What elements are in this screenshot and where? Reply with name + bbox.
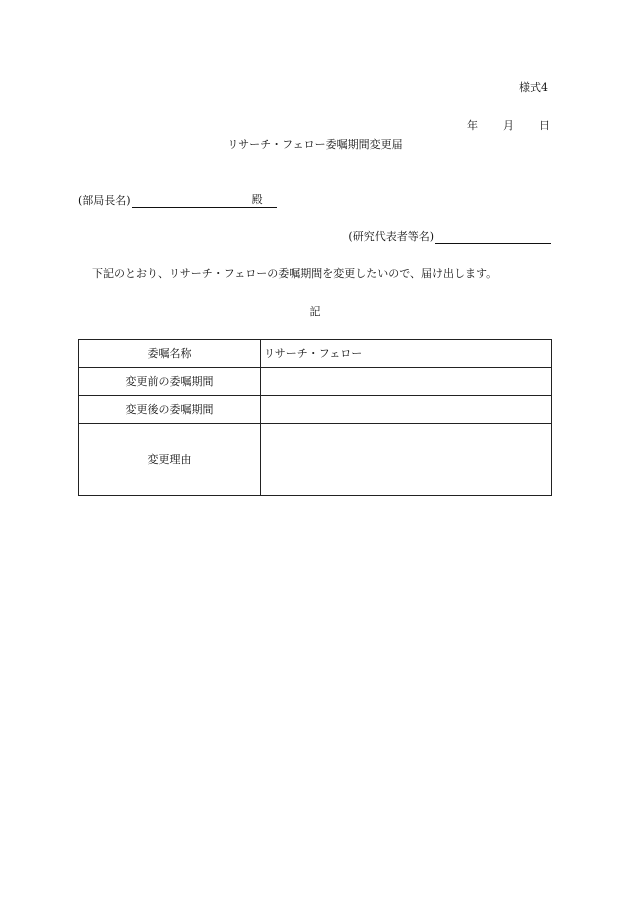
document-title: リサーチ・フェロー委嘱期間変更届 [227,138,403,151]
detail-table [78,339,552,496]
day-label: 日 [539,119,550,132]
row-label: 変更理由 [79,424,261,496]
addressee-line [78,193,277,208]
addressee-blank[interactable] [132,195,252,208]
row-value[interactable] [261,424,552,496]
body-text: 下記のとおり、リサーチ・フェローの委嘱期間を変更したいので、届け出します。 [92,267,498,280]
applicant-line [348,230,551,244]
row-value[interactable] [261,396,552,424]
year-label: 年 [467,119,478,132]
month-label: 月 [503,119,514,132]
table-row [79,424,552,496]
row-value[interactable]: リサーチ・フェロー [261,340,552,368]
table-row [79,368,552,396]
row-value[interactable] [261,368,552,396]
applicant-blank[interactable] [435,231,551,244]
row-label: 変更後の委嘱期間 [79,396,261,424]
form-number: 様式4 [519,81,548,94]
row-label: 変更前の委嘱期間 [79,368,261,396]
date-line [467,119,550,133]
row-label: 委嘱名称 [79,340,261,368]
applicant-label: (研究代表者等名) [348,230,434,243]
table-row [79,396,552,424]
honorific: 殿 [252,193,277,208]
addressee-label: (部局長名) [78,194,131,207]
ki-heading: 記 [309,305,321,318]
table-row [79,340,552,368]
